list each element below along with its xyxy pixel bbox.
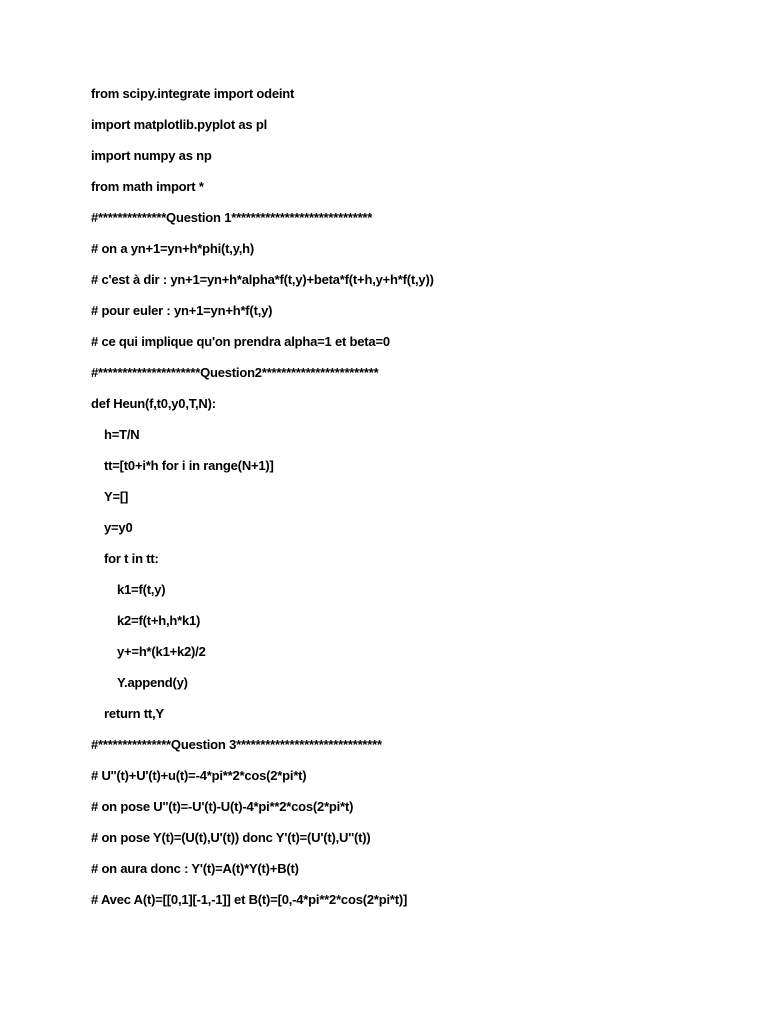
code-line: def Heun(f,t0,y0,T,N): <box>91 396 216 411</box>
code-line: y=y0 <box>104 520 133 535</box>
code-line: Y=[] <box>104 489 129 504</box>
code-line: # U''(t)+U'(t)+u(t)=-4*pi**2*cos(2*pi*t) <box>91 768 307 783</box>
code-line: return tt,Y <box>104 706 164 721</box>
code-line: h=T/N <box>104 427 140 442</box>
code-line: tt=[t0+i*h for i in range(N+1)] <box>104 458 274 473</box>
code-line: # Avec A(t)=[[0,1][-1,-1]] et B(t)=[0,-4*pi**2*cos(2*pi*t)] <box>91 892 408 907</box>
code-line: from math import * <box>91 179 204 194</box>
code-listing <box>91 84 751 921</box>
code-line: k2=f(t+h,h*k1) <box>117 613 201 628</box>
code-line: # c'est à dir : yn+1=yn+h*alpha*f(t,y)+beta*f(t+h,y+h*f(t,y)) <box>91 272 434 287</box>
code-line: y+=h*(k1+k2)/2 <box>117 644 206 659</box>
code-line: # ce qui implique qu'on prendra alpha=1 et beta=0 <box>91 334 390 349</box>
code-line: # on pose Y(t)=(U(t),U'(t)) donc Y'(t)=(U'(t),U''(t)) <box>91 830 371 845</box>
code-line: #**************Question 1***************************** <box>91 210 373 225</box>
code-line: Y.append(y) <box>117 675 188 690</box>
code-line: k1=f(t,y) <box>117 582 166 597</box>
code-line: # on a yn+1=yn+h*phi(t,y,h) <box>91 241 255 256</box>
code-line: import numpy as np <box>91 148 212 163</box>
code-line: #*********************Question2************************ <box>91 365 379 380</box>
code-line: # on aura donc : Y'(t)=A(t)*Y(t)+B(t) <box>91 861 299 876</box>
code-line: #***************Question 3****************************** <box>91 737 382 752</box>
code-line: # pour euler : yn+1=yn+h*f(t,y) <box>91 303 273 318</box>
code-line: from scipy.integrate import odeint <box>91 86 295 101</box>
code-line: import matplotlib.pyplot as pl <box>91 117 268 132</box>
code-line: # on pose U''(t)=-U'(t)-U(t)-4*pi**2*cos(2*pi*t) <box>91 799 354 814</box>
code-line: for t in tt: <box>104 551 159 566</box>
